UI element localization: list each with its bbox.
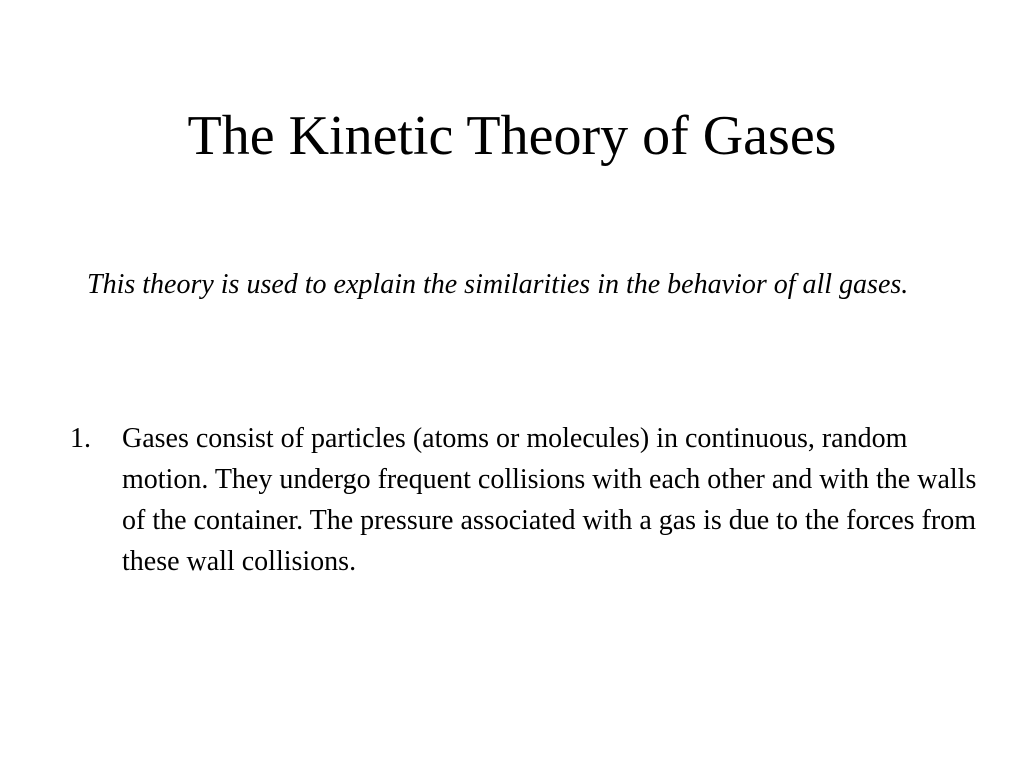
list-item-text: Gases consist of particles (atoms or molecules) in continuous, random motion. They undergo frequent collisions with each other and with the walls of the container. The pressure associated with a gas is due to the forces from these wall collisions. <box>122 423 977 577</box>
intro-text: This theory is used to explain the similarities in the behavior of all gases. <box>87 269 909 300</box>
list-item-number: 1. <box>70 423 91 454</box>
numbered-list <box>70 418 990 582</box>
slide-title: The Kinetic Theory of Gases <box>187 105 837 167</box>
list-item <box>70 418 990 582</box>
